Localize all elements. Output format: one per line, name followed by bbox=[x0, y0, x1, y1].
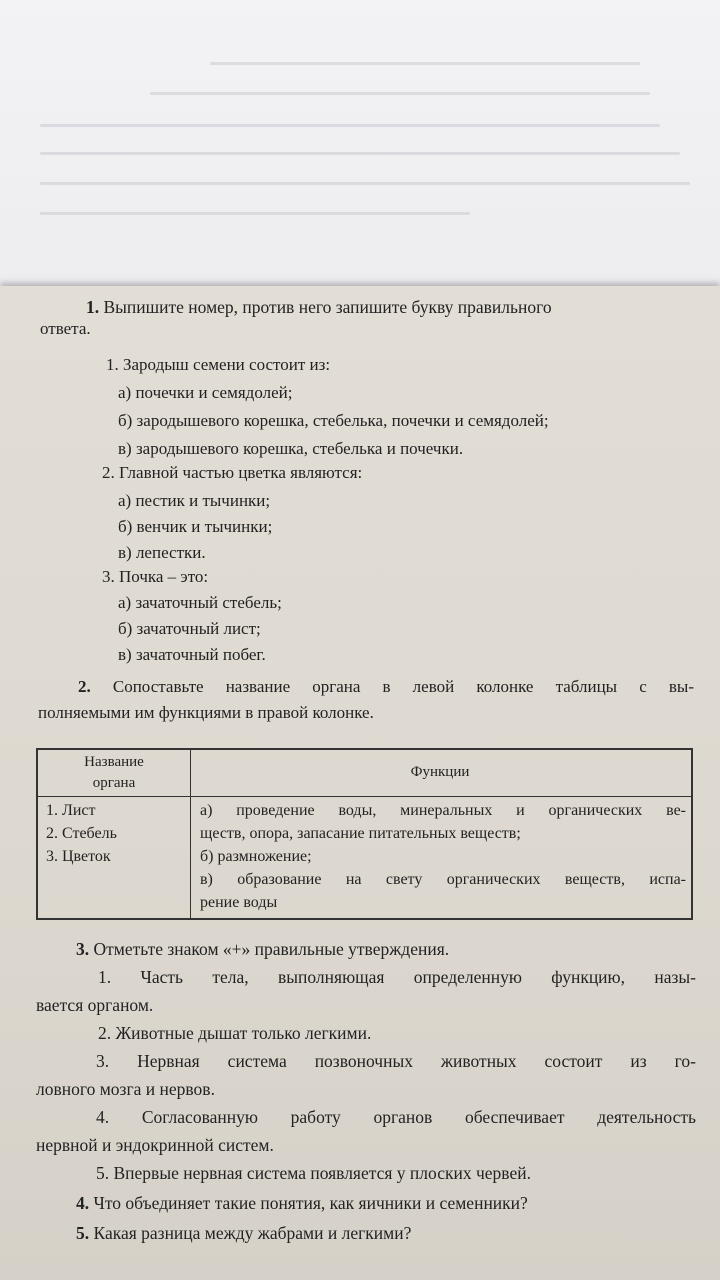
task2-title bbox=[78, 676, 694, 698]
header-functions: Функции bbox=[410, 764, 470, 780]
task5-text: Какая разница между жабрами и легкими? bbox=[93, 1223, 412, 1243]
statement-1-cont: вается органом. bbox=[36, 995, 154, 1015]
task4-number: 4. bbox=[76, 1193, 90, 1213]
function-line: рение воды bbox=[200, 894, 278, 911]
task4-text: Что объединяет такие понятия, как яичники и семенники? bbox=[93, 1193, 528, 1213]
question-2-option-b: б) венчик и тычинки; bbox=[118, 517, 273, 536]
statement-4: 4. Согласованную работу органов обеспечивает деятельность bbox=[96, 1107, 696, 1127]
statement-1: 1. Часть тела, выполняющая определенную функцию, назы- bbox=[98, 967, 696, 987]
task1-title-cont: ответа. bbox=[40, 319, 91, 338]
task2-title-text: Сопоставьте название органа в левой колонке таблицы с вы- bbox=[112, 677, 694, 696]
task3-title bbox=[76, 938, 449, 960]
organ-item: 3. Цветок bbox=[46, 848, 111, 865]
question-1-option-b: б) зародышевого корешка, стебелька, почечки и семядолей; bbox=[118, 411, 549, 430]
task5-number: 5. bbox=[76, 1223, 90, 1243]
task1-title-text: Выпишите номер, против него запишите букву правильного bbox=[103, 297, 552, 317]
question-3-option-a: а) зачаточный стебель; bbox=[118, 593, 282, 612]
function-line: б) размножение; bbox=[200, 848, 312, 865]
header-organ-name-line1: Название bbox=[84, 754, 144, 770]
header-organ-name-line2: органа bbox=[92, 775, 136, 791]
function-line: а) проведение воды, минеральных и органических ве- bbox=[200, 802, 686, 819]
statement-3: 3. Нервная система позвоночных животных состоит из го- bbox=[96, 1051, 696, 1071]
task3-title-text: Отметьте знаком «+» правильные утверждения. bbox=[93, 939, 450, 959]
statement-2: 2. Животные дышат только легкими. bbox=[98, 1023, 372, 1043]
function-line: в) образование на свету органических веществ, испа- bbox=[200, 871, 686, 888]
question-3-option-b: б) зачаточный лист; bbox=[118, 619, 261, 638]
task5 bbox=[76, 1222, 411, 1244]
previous-page-bleed-through bbox=[0, 0, 720, 290]
question-3: 3. Почка – это: bbox=[102, 567, 209, 586]
organ-function-table bbox=[36, 748, 693, 920]
function-line: ществ, опора, запасание питательных веществ; bbox=[200, 825, 521, 842]
task2-title-cont: полняемыми им функциями в правой колонке. bbox=[38, 703, 374, 722]
organ-item: 2. Стебель bbox=[46, 825, 117, 842]
organ-item: 1. Лист bbox=[46, 802, 96, 819]
task1-number: 1. bbox=[86, 297, 100, 317]
header-organ-name bbox=[38, 752, 190, 794]
question-2-option-c: в) лепестки. bbox=[118, 543, 206, 562]
question-1-option-c: в) зародышевого корешка, стебелька и почечки. bbox=[118, 439, 464, 458]
task4 bbox=[76, 1192, 528, 1214]
question-1: 1. Зародыш семени состоит из: bbox=[106, 355, 331, 374]
question-2-option-a: а) пестик и тычинки; bbox=[118, 491, 271, 510]
statement-3-cont: ловного мозга и нервов. bbox=[36, 1079, 215, 1099]
statement-5: 5. Впервые нервная система появляется у плоских червей. bbox=[96, 1163, 531, 1183]
question-1-option-a: а) почечки и семядолей; bbox=[118, 383, 293, 402]
worksheet-page bbox=[0, 286, 720, 1280]
table-header-divider bbox=[38, 796, 691, 797]
task1-title bbox=[86, 296, 552, 318]
question-2: 2. Главной частью цветка являются: bbox=[102, 463, 363, 482]
statement-4-cont: нервной и эндокринной систем. bbox=[36, 1135, 274, 1155]
question-3-option-c: в) зачаточный побег. bbox=[118, 645, 266, 664]
task2-number: 2. bbox=[78, 677, 91, 696]
task3-number: 3. bbox=[76, 939, 90, 959]
